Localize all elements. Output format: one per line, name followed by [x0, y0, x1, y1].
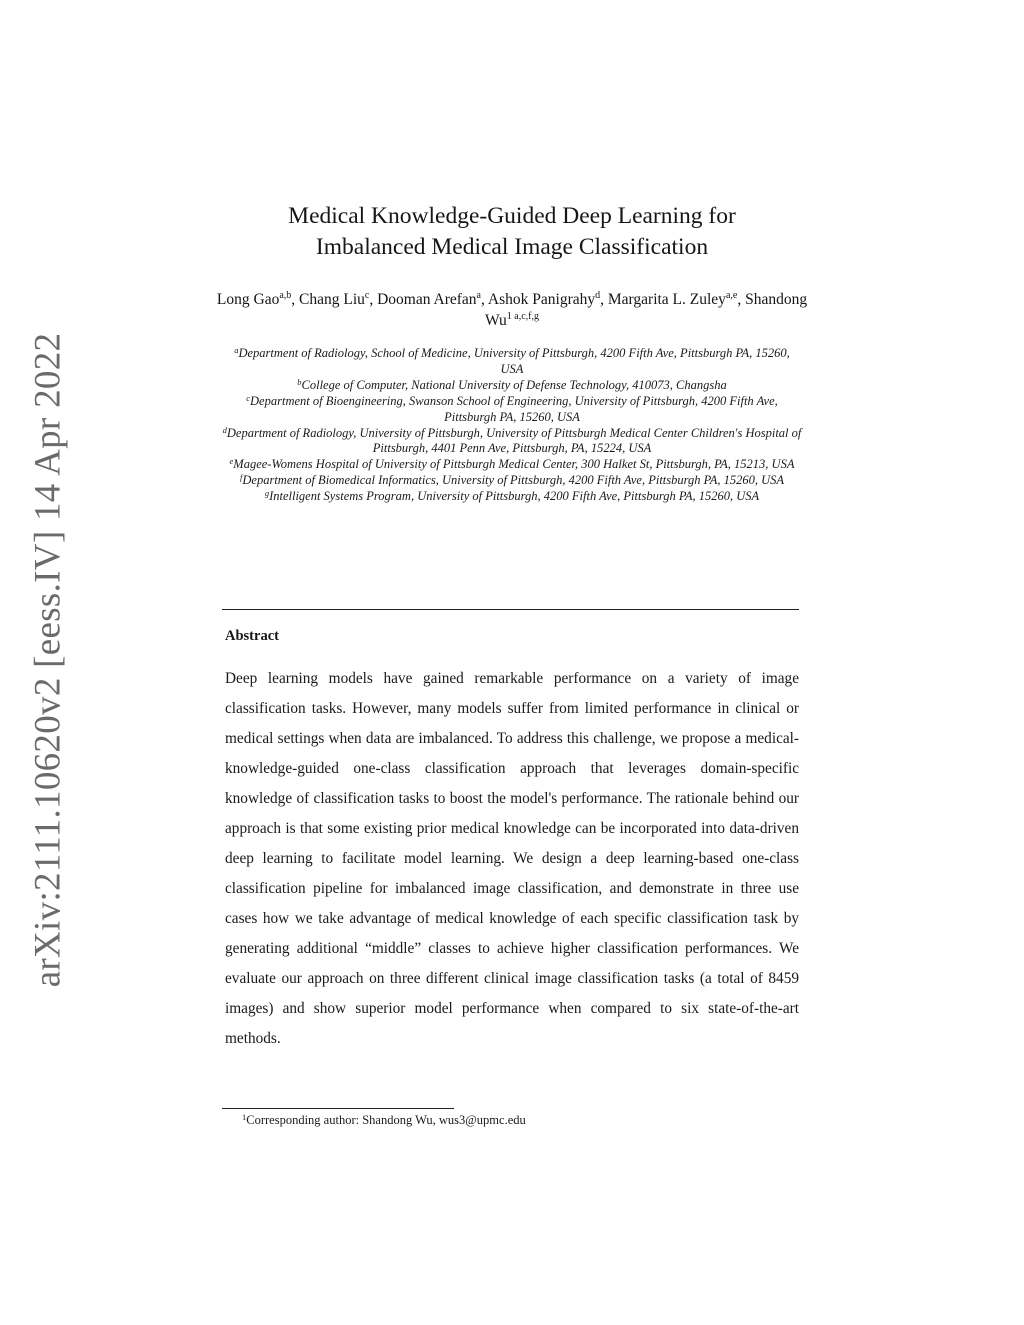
affiliation: $^g$Intelligent Systems Program, University of Pittsburgh, 4200 Fifth Ave, Pittsburgh PA, 15260, USA: [264, 488, 760, 504]
arxiv-identifier-stamp: arXiv:2111.10620v2 [eess.IV] 14 Apr 2022: [27, 332, 69, 988]
title-line-1: Medical Knowledge-Guided Deep Learning for: [288, 203, 736, 229]
author-list: [212, 289, 812, 331]
title-line-2: Imbalanced Medical Image Classification: [315, 234, 709, 260]
author: Margarita L. Zuley$^{a,e}$,: [607, 290, 746, 308]
footnote-rule: [222, 1108, 454, 1109]
affiliation-list: [222, 346, 802, 505]
affiliation: $^e$Magee-Womens Hospital of University of Pittsburgh Medical Center, 300 Halket St, Pittsburgh, PA, 15213, USA: [229, 456, 795, 472]
affiliation: $^f$Department of Biomedical Informatics, University of Pittsburgh, 4200 Fifth Ave, Pittsburgh PA, 15260, USA: [240, 472, 784, 488]
affiliation: $^c$Department of Bioengineering, Swanson School of Engineering, University of Pittsburgh, 4200 Fifth Ave, Pittsburgh PA, 15260, USA: [246, 392, 778, 424]
author: Shandong $Wu^{1 a,c,f,g}$: [485, 291, 808, 329]
corresponding-author-footnote: $^1$Corresponding author: Shandong Wu, wus3@upmc.edu: [242, 1112, 526, 1127]
abstract-text: Deep learning models have gained remarkable performance on a variety of image classification tasks. However, many models suffer from limited performance in clinical or medical settings when data are imbalanced. To address this challenge, we propose a medical-knowledge-guided one-class classification approach that leverages domain-specific knowledge of classification tasks to boost the model's performance. The rationale behind our approach is that some existing prior medical knowledge can be incorporated into data-driven deep learning to facilitate model learning. We design a deep learning-based one-class classification pipeline for imbalanced image classification, and demonstrate in three use cases how we take advantage of medical knowledge of each specific classification task by generating additional “middle” classes to achieve higher classification performances. We evaluate our approach on three different clinical image classification tasks (a total of 8459 images) and show superior model performance when compared to six state-of-the-art methods.: [225, 670, 799, 1047]
author: Long Gao$^{a,b}$,: [216, 290, 300, 308]
affiliation: $^b$College of Computer, National University of Defense Technology, 410073, Changsha: [297, 376, 727, 392]
paper-title: [212, 201, 812, 263]
author: Dooman Arefan$^a$,: [377, 290, 488, 308]
abstract-top-rule: [222, 609, 799, 610]
affiliation: $^a$Department of Radiology, School of Medicine, University of Pittsburgh, 4200 Fifth Ave, Pittsburgh PA, 15260, USA: [234, 345, 790, 376]
author: Ashok Panigrahy$^d$,: [487, 290, 608, 308]
affiliation: $^d$Department of Radiology, University of Pittsburgh, University of Pittsburgh Medical Center Children's Hospital of Pittsburgh, 4401 Penn Ave, Pittsburgh, PA, 15224, USA: [222, 424, 802, 456]
abstract-heading: Abstract: [225, 628, 279, 644]
author: Chang Liu$^c$,: [299, 290, 378, 308]
